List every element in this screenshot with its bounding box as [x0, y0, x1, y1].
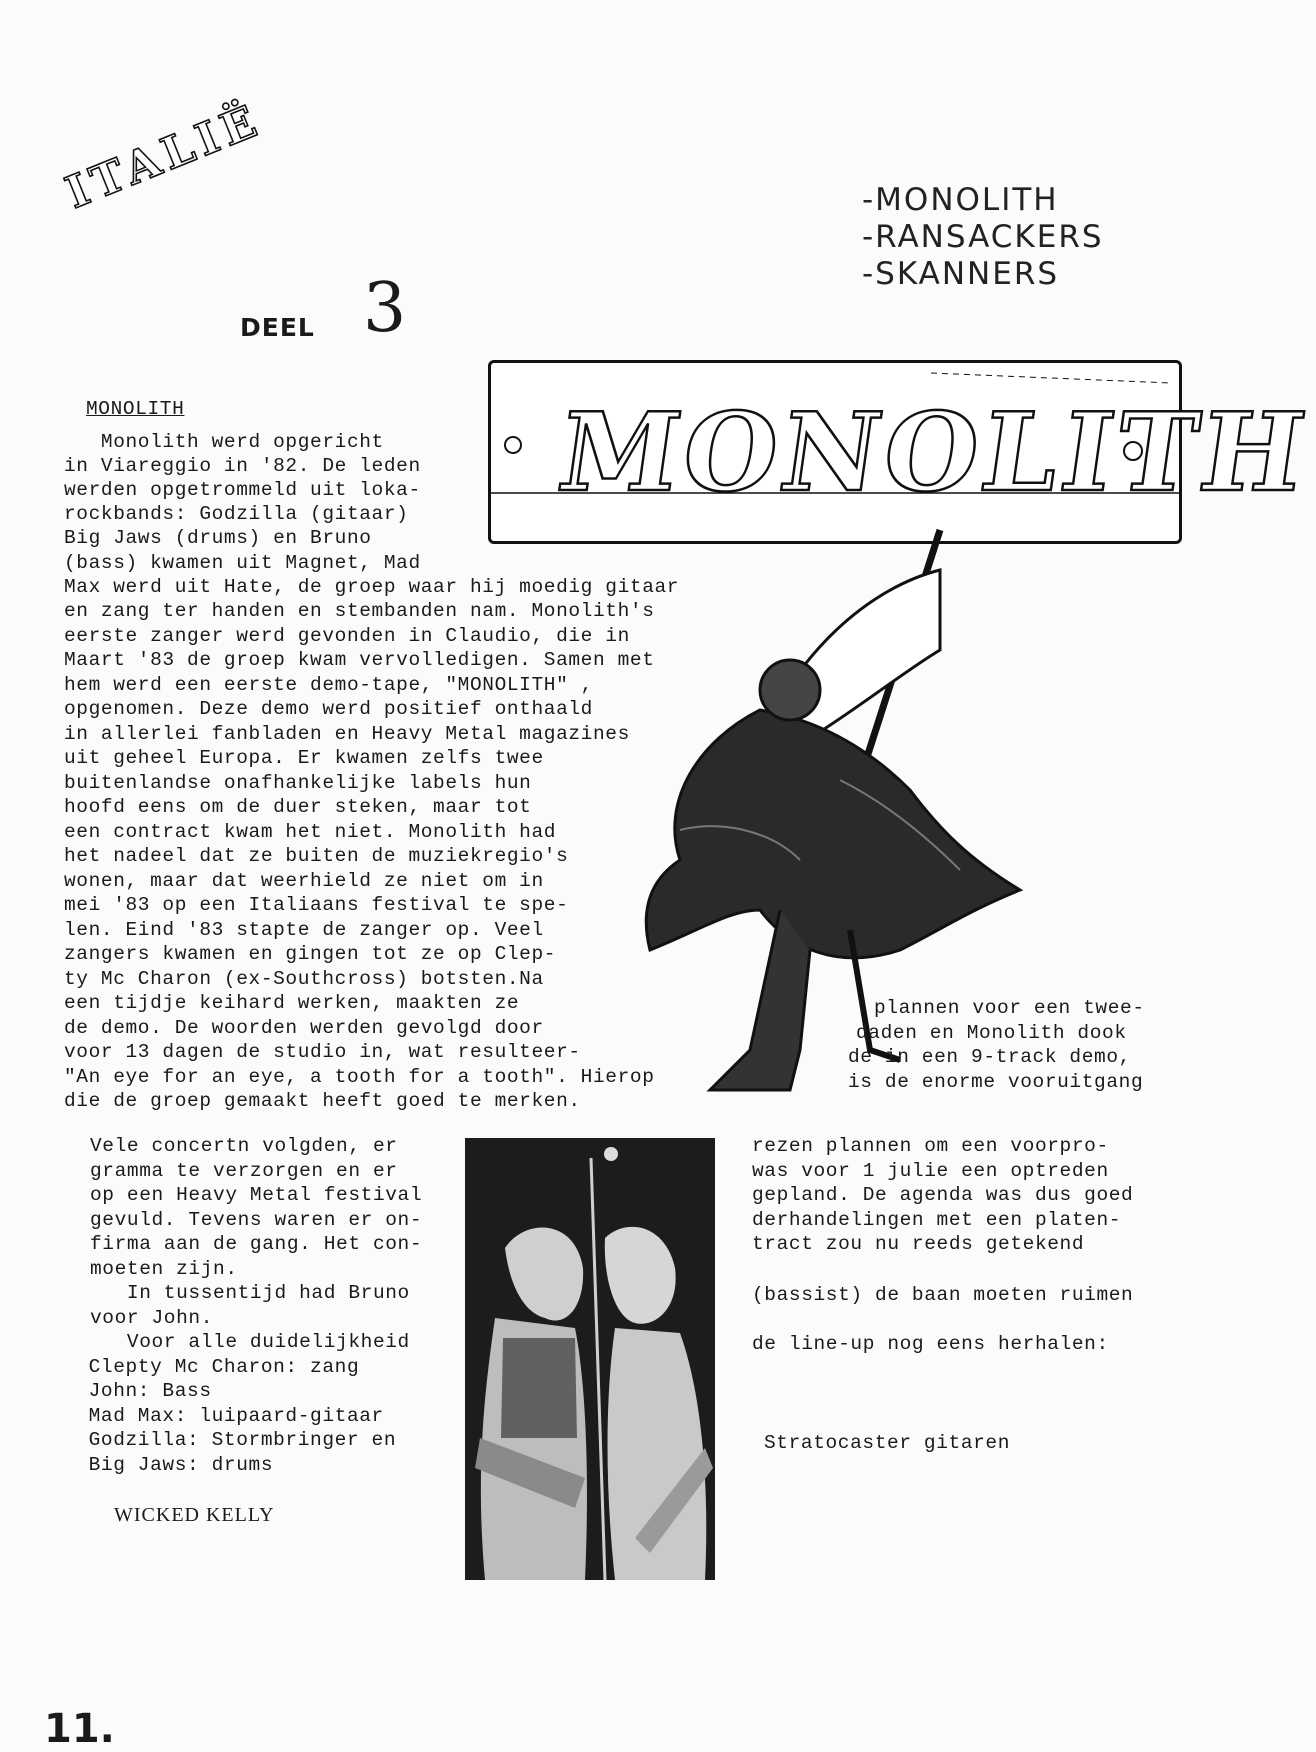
text-line: Maart '83 de groep kwam vervolledigen. Samen met: [64, 649, 655, 671]
text-line: opgenomen. Deze demo werd positief onthaald: [64, 698, 593, 720]
text-line: Clepty Mc Charon: zang: [64, 1356, 360, 1378]
text-line: het nadeel dat ze buiten de muziekregio's: [64, 845, 569, 867]
text-line: die de groep gemaakt heeft goed te merken.: [64, 1090, 581, 1112]
text-line: gepland. De agenda was dus goed: [752, 1184, 1134, 1206]
text-line: (bassist) de baan moeten ruimen: [752, 1284, 1134, 1306]
text-line: len. Eind '83 stapte de zanger op. Veel: [64, 919, 544, 941]
text-line: in allerlei fanbladen en Heavy Metal magazines: [64, 723, 630, 745]
text-line: was voor 1 julie een optreden: [752, 1160, 1109, 1182]
band-photo: [465, 1138, 715, 1580]
text-line: een tijdje keihard werken, maakten ze: [64, 992, 520, 1014]
text-line: is de enorme vooruitgang: [848, 1071, 1144, 1093]
author-signature: WICKED KELLY: [114, 1504, 275, 1526]
text-line: John: Bass: [64, 1380, 212, 1402]
text-line: de line-up nog eens herhalen:: [752, 1333, 1109, 1355]
text-line: wonen, maar dat weerhield ze niet om in: [64, 870, 544, 892]
text-line: gramma te verzorgen en er: [90, 1160, 398, 1182]
text-line: Stratocaster gitaren: [764, 1432, 1011, 1454]
text-line: hem werd een eerste demo-tape, "MONOLITH" ,: [64, 674, 593, 696]
page-number: 11.: [44, 1706, 115, 1752]
text-line: moeten zijn.: [90, 1258, 238, 1280]
text-line: rockbands: Godzilla (gitaar): [64, 503, 409, 525]
band-item: -SKANNERS: [862, 256, 1060, 292]
section-heading: MONOLITH: [86, 398, 185, 420]
text-line: voor 13 dagen de studio in, wat resulteer-: [64, 1041, 581, 1063]
text-line: firma aan de gang. Het con-: [90, 1233, 423, 1255]
text-line: eerste zanger werd gevonden in Claudio, die in: [64, 625, 630, 647]
text-line: daden en Monolith dook: [856, 1022, 1127, 1044]
text-line: tract zou nu reeds getekend: [752, 1233, 1085, 1255]
text-line: en zang ter handen en stembanden nam. Monolith's: [64, 600, 655, 622]
text-line: in Viareggio in '82. De leden: [64, 455, 421, 477]
page-title: ITALIË: [58, 94, 270, 219]
text-line: Max werd uit Hate, de groep waar hij moedig gitaar: [64, 576, 680, 598]
deel-label: DEEL: [240, 313, 315, 342]
text-line: (bass) kwamen uit Magnet, Mad: [64, 552, 421, 574]
text-line: plannen voor een twee-: [874, 997, 1145, 1019]
monolith-logo: MONOLITH: [551, 390, 1316, 516]
text-line: Big Jaws (drums) en Bruno: [64, 527, 372, 549]
text-line: Monolith werd opgericht: [64, 431, 384, 453]
deel-number: 3: [363, 269, 407, 348]
text-line: Vele concertn volgden, er: [90, 1135, 398, 1157]
text-line: uit geheel Europa. Er kwamen zelfs twee: [64, 747, 544, 769]
band-photo-image: [465, 1138, 715, 1580]
text-line: Voor alle duidelijkheid: [90, 1331, 410, 1353]
text-line: Big Jaws: drums: [64, 1454, 274, 1476]
text-line: buitenlandse onafhankelijke labels hun: [64, 772, 532, 794]
band-item: -MONOLITH: [862, 182, 1059, 218]
text-line: de demo. De woorden werden gevolgd door: [64, 1017, 544, 1039]
text-line: voor John.: [90, 1307, 214, 1329]
text-line: Godzilla: Stormbringer en: [64, 1429, 397, 1451]
text-line: "An eye for an eye, a tooth for a tooth". Hierop: [64, 1066, 655, 1088]
text-line: een contract kwam het niet. Monolith had: [64, 821, 557, 843]
text-line: zangers kwamen en gingen tot ze op Clep-: [64, 943, 557, 965]
text-line: In tussentijd had Bruno: [90, 1282, 410, 1304]
text-line: gevuld. Tevens waren er on-: [90, 1209, 423, 1231]
text-line: de in een 9-track demo,: [848, 1046, 1131, 1068]
text-line: op een Heavy Metal festival: [90, 1184, 423, 1206]
text-line: mei '83 op een Italiaans festival te spe-: [64, 894, 569, 916]
band-list: [862, 182, 1104, 293]
text-line: derhandelingen met een platen-: [752, 1209, 1122, 1231]
text-line: ty Mc Charon (ex-Southcross) botsten.Na: [64, 968, 544, 990]
text-line: werden opgetrommeld uit loka-: [64, 479, 421, 501]
band-item: -RANSACKERS: [862, 219, 1104, 255]
text-line: Mad Max: luipaard-gitaar: [64, 1405, 384, 1427]
text-line: rezen plannen om een voorpro-: [752, 1135, 1109, 1157]
text-line: hoofd eens om de duer steken, maar tot: [64, 796, 532, 818]
